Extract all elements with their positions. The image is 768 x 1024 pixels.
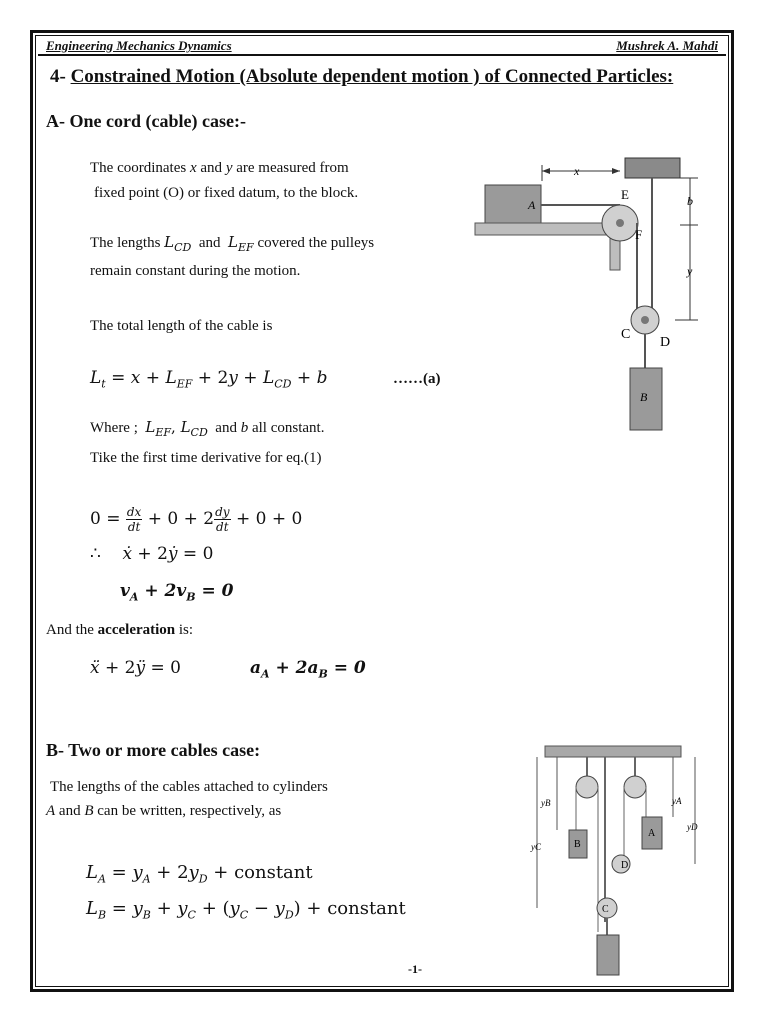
page-number: -1- (408, 962, 422, 976)
section-a-heading: A- One cord (cable) case:- (46, 111, 246, 131)
section-a-p2-line1: The lengths $L_{CD}$ and $L_{EF}$ covered the pulleys (90, 233, 375, 254)
fig1-label-a: A (528, 198, 536, 212)
equation-a-tag: ……(a) (393, 371, 441, 387)
fig2-label-ya: yA (672, 796, 682, 806)
section-a-p1-line1: The coordinates x and y are measured from (90, 160, 349, 176)
header-rule (38, 54, 726, 56)
fig1-label-y: y (687, 264, 693, 278)
fig1-label-b-dim: b (687, 194, 693, 208)
fig1-label-d: D (660, 335, 671, 350)
fig1-label-x: x (574, 164, 580, 178)
fig1-label-e: E (621, 187, 629, 202)
section-a-p3: The total length of the cable is (90, 318, 273, 334)
header-right: Mushrek A. Mahdi (616, 38, 718, 53)
fig1-label-b: B (640, 390, 648, 404)
fig2-label-yc: yC (531, 842, 541, 852)
title-number: 4- (50, 66, 66, 87)
section-a-p1-line2: fixed point (O) or fixed datum, to the block. (94, 185, 359, 201)
fig2-label-a: A (648, 828, 656, 839)
section-b-p1-line2: A and B can be written, respectively, as (46, 803, 282, 819)
equation-derivative: 0 = $\frac{dx}{dt}$ + 0 + 2 $\frac{dy}{dt}$ + 0 + 0 (90, 505, 303, 534)
fig2-label-yb: yB (541, 798, 551, 808)
equation-total-length: $L_t = x + L_{EF} + 2y + L_{CD} + b$ (90, 368, 328, 391)
acceleration-line (46, 622, 193, 639)
acc-prefix: And the (46, 622, 98, 638)
equation-acceleration: ẍ + 2ÿ = 0 (90, 658, 181, 678)
cylinder-c-load (597, 935, 619, 975)
fig2-label-yd: yD (687, 822, 698, 832)
fig1-label-f: F (635, 227, 643, 242)
figure-one-cord-pulley (470, 155, 710, 440)
where-line: Where ; $L_{EF}$, $L_{CD}$ and b all constant. (90, 418, 325, 439)
equation-lb: $L_B = y_B + y_C + (y_C - y_D)$ + constant (86, 898, 406, 922)
derivative-line: Tike the first time derivative for eq.(1) (90, 450, 322, 466)
equation-velocity: $v_A + 2v_B = 0$ (120, 581, 234, 604)
section-b-heading: B- Two or more cables case: (46, 740, 261, 760)
equation-therefore: ∴ ẋ + 2ẏ = 0 (90, 544, 214, 564)
fig1-label-c: C (621, 327, 631, 342)
equation-la: $L_A = y_A + 2y_D$ + constant (86, 862, 313, 886)
page-title (50, 66, 673, 88)
title-text: Constrained Motion (Absolute dependent motion ) of Connected Particles: (70, 66, 674, 87)
header-left: Engineering Mechanics Dynamics (46, 38, 232, 53)
fig2-label-b: B (574, 839, 581, 850)
equation-acceleration-bold: $a_A + 2a_B = 0$ (250, 658, 366, 681)
acc-bold: acceleration (97, 622, 176, 638)
acc-suffix: is: (175, 622, 194, 638)
fig2-label-d: D (621, 860, 629, 871)
fig2-label-c: C (602, 904, 609, 915)
section-a-p2-line2: remain constant during the motion. (90, 263, 301, 279)
section-b-p1-line1: The lengths of the cables attached to cylinders (50, 779, 328, 795)
figure-two-cable-pulleys (525, 742, 715, 980)
